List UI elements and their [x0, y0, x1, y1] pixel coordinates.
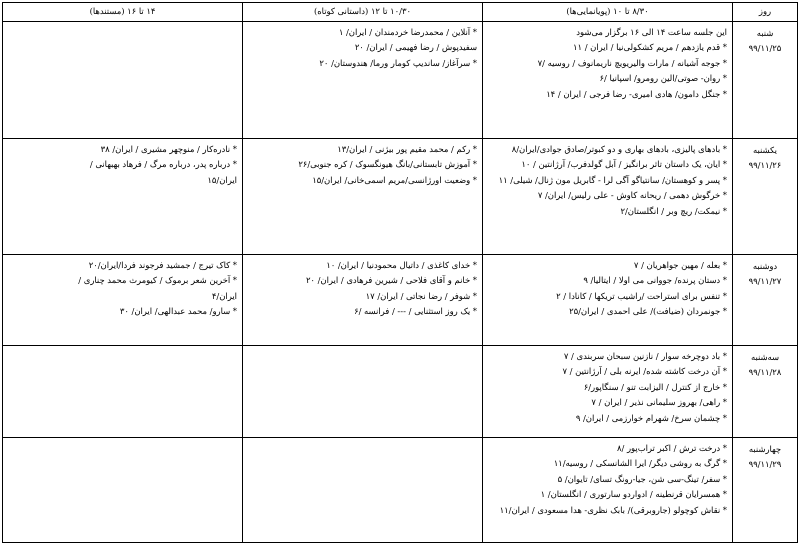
short-fiction-cell [243, 21, 483, 138]
day-name: سه‌شنبه [750, 351, 780, 362]
film-entry: * پسر و کوهستان/ سانتیاگو آگی لرا - گابریل مون ژنال/ شیلی/ ۱۱ [498, 174, 727, 185]
film-entry: * یک روز استثنایی / --- / فرانسه /۶ [354, 306, 477, 316]
film-entry: * جوجه آشیانه / مارات والیریویچ ناریمانوف / روسیه /۷ [537, 57, 727, 68]
film-entry: * گرگ به روشی دیگر/ ایرا الشانسکی / روسیه/۱۱ [553, 458, 727, 468]
schedule-body [3, 21, 798, 542]
documentaries-cell [3, 345, 243, 437]
day-date: ۹۹/۱۱/۲۵ [748, 43, 782, 53]
header-day: روز [733, 3, 798, 22]
day-row [3, 345, 798, 437]
day-name: شنبه [756, 27, 774, 38]
day-cell [733, 254, 798, 345]
day-row [3, 437, 798, 542]
film-entry: * درخت ترش / اکبر تراب‌پور /۸ [617, 442, 727, 453]
film-entry: * دستان پرنده/ جووانی می اولا / ایتالیا/ ۹ [583, 275, 727, 285]
day-date: ۹۹/۱۱/۲۸ [748, 367, 782, 377]
day-date: ۹۹/۱۱/۲۶ [748, 160, 782, 170]
film-entry: این جلسه ساعت ۱۴ الی ۱۶ برگزار می‌شود [576, 26, 727, 37]
film-entry: * سارو/ محمد عبدالهی/ ایران/ ۳۰ [119, 306, 237, 316]
short-fiction-cell [243, 345, 483, 437]
animations-cell [483, 437, 733, 542]
film-entry: * درباره پدر، درباره مرگ / فرهاد بهبهانی / [89, 159, 237, 169]
day-cell [733, 437, 798, 542]
film-entry: * شوفر / رضا نجاتی / ایران/ ۱۷ [365, 290, 477, 301]
film-entry: * سفر/ تینگ-سی شن، جیا-رونگ تسای/ تایوان/ ۵ [557, 473, 727, 484]
film-entry: * کاک تیرج / جمشید فرجوند فردا/ایران/۲۰ [88, 259, 237, 270]
film-entry: * خارج از کنترل / الیزابت تنو / سنگاپور/۶ [583, 381, 727, 392]
schedule-table [2, 2, 798, 543]
film-entry: * نیمکت/ ریچ وبر / انگلستان/۲ [620, 205, 727, 216]
day-row [3, 138, 798, 254]
animations-cell [483, 254, 733, 345]
film-entry: * باد دوچرخه سوار / نازنین سبحان سربندی / ۷ [563, 350, 727, 361]
film-entry: * همسرایان قرنطینه / ادواردو سارتوری / انگلستان/ ۱ [540, 489, 727, 499]
header-documentaries: ۱۴ تا ۱۶ (مستندها) [3, 3, 243, 22]
film-entry: * نقاش کوچولو (جاروبرقی)/ بابک نظری- هدا مسعودی / ایران/۱۱ [499, 504, 727, 515]
film-entry: * سرآغاز/ ساندیپ کومار ورما/ هندوستان/ ۲۰ [319, 57, 477, 68]
film-entry: * خانم و آقای فلاحی / شیرین فرهادی / ایران/ ۲۰ [305, 275, 477, 285]
documentaries-cell [3, 21, 243, 138]
film-entry: * قدم یازدهم / مریم کشکولی‌نیا / ایران / ۱۱ [573, 42, 727, 52]
day-cell [733, 138, 798, 254]
film-entry: * خرگوش دهمی / ریحانه کاوش - علی رلیس/ ایران/ ۷ [537, 190, 727, 200]
header-short-fiction: ۱۰/۳۰ تا ۱۲ (داستانی کوتاه) [243, 3, 483, 22]
documentaries-cell [3, 254, 243, 345]
day-name: دوشنبه [752, 260, 778, 271]
film-entry: * راهی/ بهروز سلیمانی نذیر / ایران / ۷ [591, 397, 727, 407]
documentaries-cell [3, 437, 243, 542]
film-entry: * آخرین شعر برموک / کیومرث محمد چناری / [78, 275, 237, 285]
film-entry: * بعله / مهین جواهریان / ۷ [633, 259, 727, 270]
day-date: ۹۹/۱۱/۲۷ [748, 276, 782, 286]
short-fiction-cell [243, 138, 483, 254]
film-entry: * جونمردان (ضیافت)/ علی احمدی / ایران/۲۵ [569, 306, 727, 316]
header-animations: ۸/۳۰ تا ۱۰ (پویانمایی‌ها) [483, 3, 733, 22]
day-date: ۹۹/۱۱/۲۹ [748, 459, 782, 469]
day-row [3, 21, 798, 138]
film-entry: * رکم / محمد مقیم پور بیژنی / ایران/۱۳ [337, 143, 477, 154]
film-entry: * آن درخت کاشته شده/ ایرنه بلی / آرژانتین / ۷ [562, 366, 727, 376]
day-cell [733, 21, 798, 138]
animations-cell [483, 21, 733, 138]
documentaries-cell [3, 138, 243, 254]
film-entry: * آنلاین / محمدرضا خردمندان / ایران/ ۱ [338, 26, 477, 37]
film-entry: * روان- صوتی/الین رومرو/ اسپانیا /۶ [599, 73, 727, 83]
day-row [3, 254, 798, 345]
film-entry: * آموزش تابستانی/بانگ هیونگسوک / کره جنوبی/۲۶ [298, 159, 477, 169]
animations-cell [483, 345, 733, 437]
day-cell [733, 345, 798, 437]
film-entry: سفیدپوش / رضا فهیمی / ایران/ ۲۰ [354, 42, 477, 52]
film-entry: * ایان، یک داستان تاثر برانگیز / آبل گولدفرب/ آرژانتین / ۱۰ [521, 159, 727, 169]
film-entry: ایران/۱۵ [207, 174, 237, 185]
film-entry: * بادهای پالیزی، بادهای بهاری و دو کبوتر/صادق جوادی/ایران/۸ [511, 143, 727, 154]
film-entry: * تنفس برای استراحت /راشیب تریکها / کانادا / ۲ [556, 290, 727, 301]
animations-cell [483, 138, 733, 254]
day-name: یکشنبه [753, 144, 777, 155]
film-entry: * چشمان سرخ/ شهرام خوارزمی / ایران/ ۹ [575, 412, 727, 423]
film-entry: * وضعیت اورژانسی/مریم اسمی‌خانی/ ایران/۱۵ [312, 174, 477, 185]
film-entry: * خدای کاغذی / داتیال محمودنیا / ایران/ ۱۰ [326, 259, 477, 270]
film-entry: * جنگل دامون/ هادی امیری- رضا فرجی / ایران / ۱۴ [546, 88, 727, 99]
header-row [3, 3, 798, 22]
day-name: چهارشنبه [748, 443, 782, 454]
short-fiction-cell [243, 437, 483, 542]
film-entry: ایران/۴ [211, 290, 237, 301]
short-fiction-cell [243, 254, 483, 345]
film-entry: * نادره‌کار / منوچهر مشیری / ایران/ ۳۸ [100, 143, 237, 154]
